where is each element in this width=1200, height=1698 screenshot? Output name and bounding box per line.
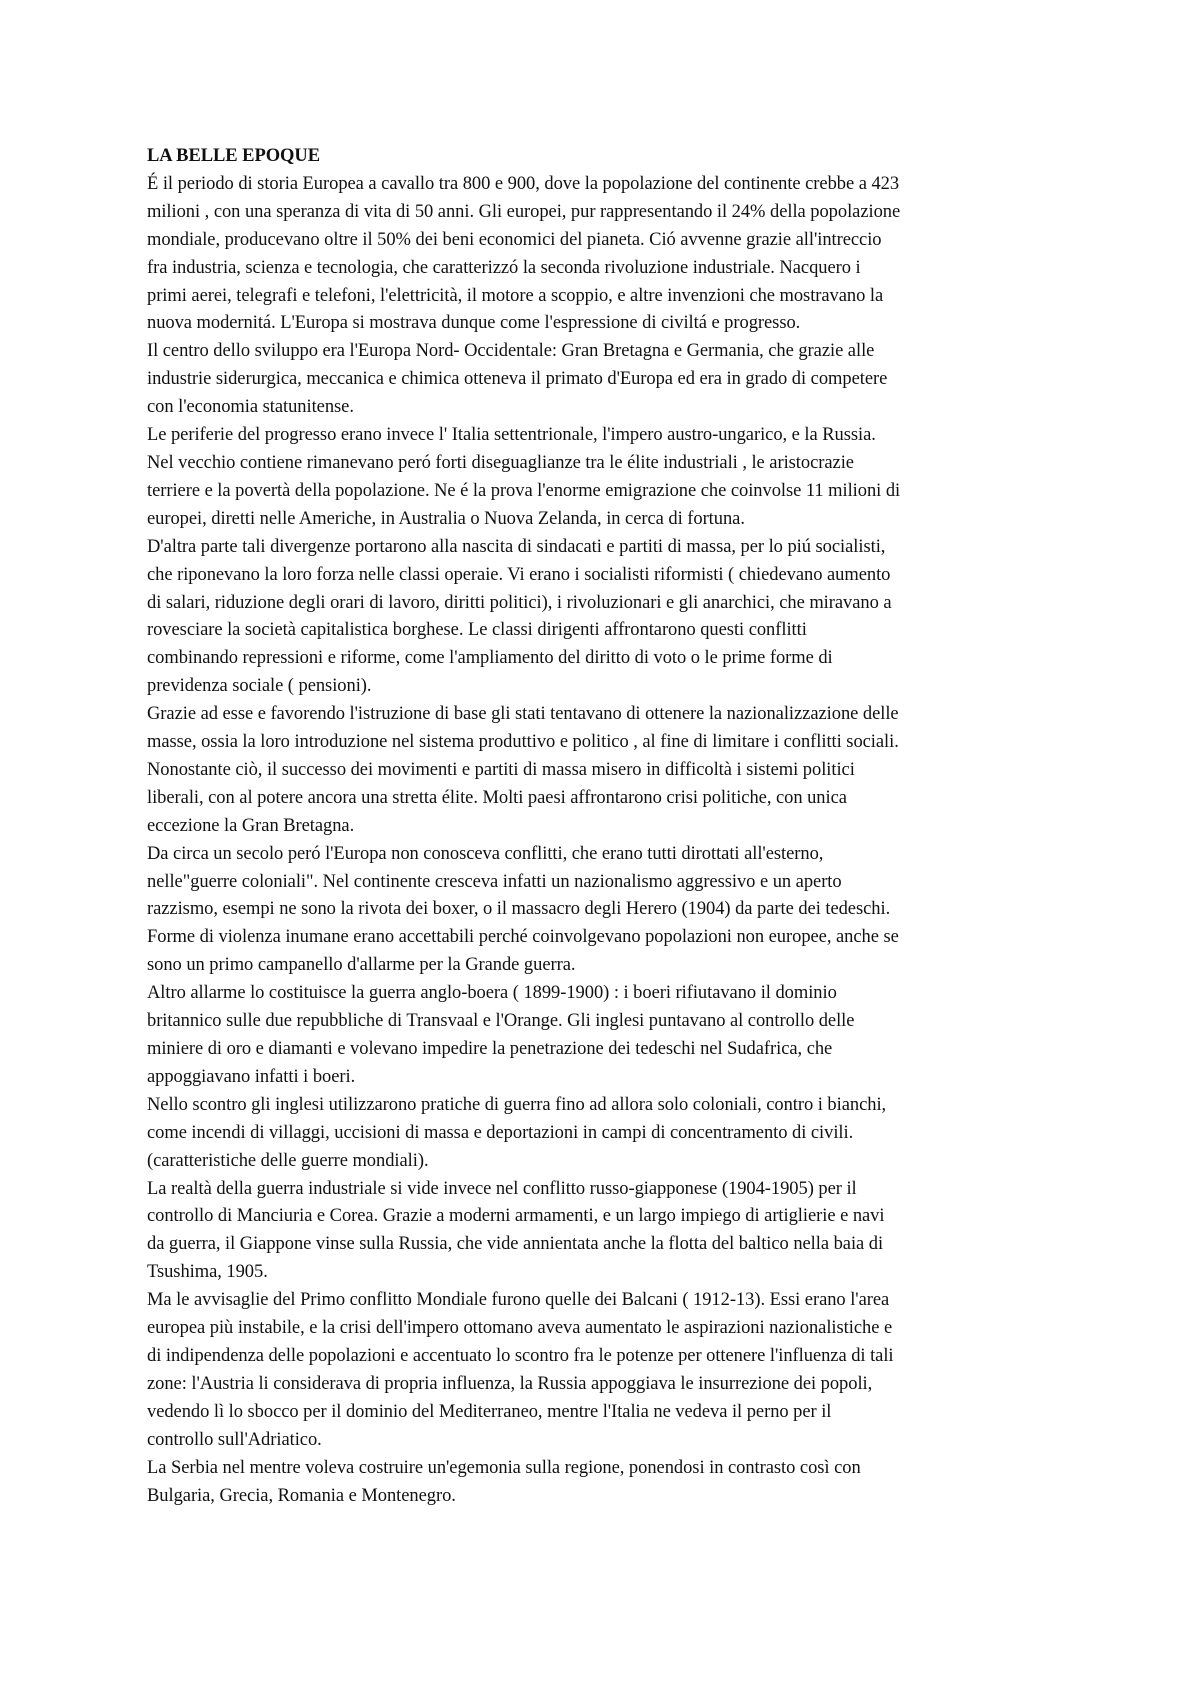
text-line: da guerra, il Giappone vinse sulla Russia, che vide annientata anche la flotta del baltico nella baia di [147,1234,884,1255]
text-line: Nello scontro gli inglesi utilizzarono pratiche di guerra fino ad allora solo coloniali, contro i bianchi, [147,1094,887,1115]
text-line: Da circa un secolo peró l'Europa non conosceva conflitti, che erano tutti dirottati all'esterno, [147,843,824,864]
text-line: Ma le avvisaglie del Primo conflitto Mondiale furono quelle dei Balcani ( 1912-13). Essi erano l'area [147,1290,890,1311]
text-line: miniere di oro e diamanti e volevano impedire la penetrazione dei tedeschi nel Sudafrica, che [147,1039,833,1059]
text-line: Bulgaria, Grecia, Romania e Montenegro. [147,1485,456,1506]
document-text [147,171,1072,1511]
text-line: industrie siderurgica, meccanica e chimica otteneva il primato d'Europa ed era in grado di competere [147,369,888,390]
document-title: LA BELLE EPOQUE [147,146,320,166]
text-line: britannico sulle due repubbliche di Transvaal e l'Orange. Gli inglesi puntavano al controllo delle [147,1011,855,1032]
text-line: liberali, con al potere ancora una stretta élite. Molti paesi affrontarono crisi politiche, con unica [147,787,847,808]
text-line: Le periferie del progresso erano invece l' Italia settentrionale, l'impero austro-ungarico, e la Russia. [147,425,876,446]
text-line: di indipendenza delle popolazioni e accentuato lo scontro fra le potenze per ottenere l'influenza di tali [147,1345,894,1366]
text-line: Nel vecchio contiene rimanevano peró forti diseguaglianze tra le élite industriali , le aristocrazie [147,452,854,473]
text-line: Grazie ad esse e favorendo l'istruzione di base gli stati tentavano di ottenere la nazionalizzazione delle [147,704,899,725]
text-line: Altro allarme lo costituisce la guerra anglo-boera ( 1899-1900) : i boeri rifiutavano il dominio [147,983,837,1004]
text-line: combinando repressioni e riforme, come l'ampliamento del diritto di voto o le prime forme di [147,648,833,669]
text-line: europei, diretti nelle Americhe, in Australia o Nuova Zelanda, in cerca di fortuna. [147,508,745,529]
text-line: che riponevano la loro forza nelle classi operaie. Vi erano i socialisti riformisti ( chiedevano aumento [147,564,891,585]
text-line: vedendo lì lo sbocco per il dominio del Mediterraneo, mentre l'Italia ne vedeva il perno per il [147,1401,832,1422]
text-line: come incendi di villaggi, uccisioni di massa e deportazioni in campi di concentramento di civili. [147,1122,854,1143]
text-line: razzismo, esempi ne sono la rivota dei boxer, o il massacro degli Herero (1904) da parte dei tedeschi. [147,899,891,920]
text-line: appoggiavano infatti i boeri. [147,1066,356,1087]
text-line: rovesciare la società capitalistica borghese. Le classi dirigenti affrontarono questi conflitti [147,620,807,641]
text-line: zone: l'Austria li considerava di propria influenza, la Russia appoggiava le insurrezione dei popoli, [147,1373,873,1394]
document-body [147,143,1072,1510]
text-line: masse, ossia la loro introduzione nel sistema produttivo e politico , al fine di limitare i conflitti sociali. [147,732,899,753]
text-line: (caratteristiche delle guerre mondiali). [147,1150,429,1171]
text-line: previdenza sociale ( pensioni). [147,676,372,697]
text-line: Nonostante ciò, il successo dei movimenti e partiti di massa misero in difficoltà i sistemi politici [147,759,855,780]
text-line: terriere e la povertà della popolazione. Ne é la prova l'enorme emigrazione che coinvolse 11 milioni di [147,480,901,501]
text-line: Tsushima, 1905. [147,1262,268,1283]
text-line: La realtà della guerra industriale si vide invece nel conflitto russo-giapponese (1904-1905) per il [147,1178,857,1199]
text-line: milioni , con una speranza di vita di 50 anni. Gli europei, pur rappresentando il 24% della popolazione [147,201,901,222]
text-line: nelle"guerre coloniali". Nel continente cresceva infatti un nazionalismo aggressivo e un aperto [147,871,842,892]
text-line: primi aerei, telegrafi e telefoni, l'elettricità, il motore a scoppio, e altre invenzioni che mostravano la [147,285,884,306]
text-line: sono un primo campanello d'allarme per la Grande guerra. [147,955,576,976]
text-line: fra industria, scienza e tecnologia, che caratterizzó la seconda rivoluzione industriale. Nacquero i [147,257,861,278]
text-line: É il periodo di storia Europea a cavallo tra 800 e 900, dove la popolazione del continente crebbe a 423 [147,173,900,194]
text-line: Il centro dello sviluppo era l'Europa Nord- Occidentale: Gran Bretagna e Germania, che grazie alle [147,341,875,362]
text-line: di salari, riduzione degli orari di lavoro, diritti politici), i rivoluzionari e gli anarchici, che miravano a [147,592,892,613]
text-line: Forme di violenza inumane erano accettabili perché coinvolgevano popolazioni non europee, anche se [147,927,899,948]
text-line: eccezione la Gran Bretagna. [147,815,355,836]
text-line: con l'economia statunitense. [147,397,354,418]
text-line: mondiale, producevano oltre il 50% dei beni economici del pianeta. Ció avvenne grazie all'intreccio [147,229,882,250]
text-line: D'altra parte tali divergenze portarono alla nascita di sindacati e partiti di massa, per lo piú socialisti, [147,536,886,557]
text-line: europea più instabile, e la crisi dell'impero ottomano aveva aumentato le aspirazioni nazionalistiche e [147,1318,893,1339]
text-line: La Serbia nel mentre voleva costruire un'egemonia sulla regione, ponendosi in contrasto così con [147,1457,861,1478]
text-line: controllo sull'Adriatico. [147,1429,322,1450]
text-line: controllo di Manciuria e Corea. Grazie a moderni armamenti, e un largo impiego di artiglierie e navi [147,1206,885,1227]
text-line: nuova modernitá. L'Europa si mostrava dunque come l'espressione di civiltá e progresso. [147,313,801,334]
